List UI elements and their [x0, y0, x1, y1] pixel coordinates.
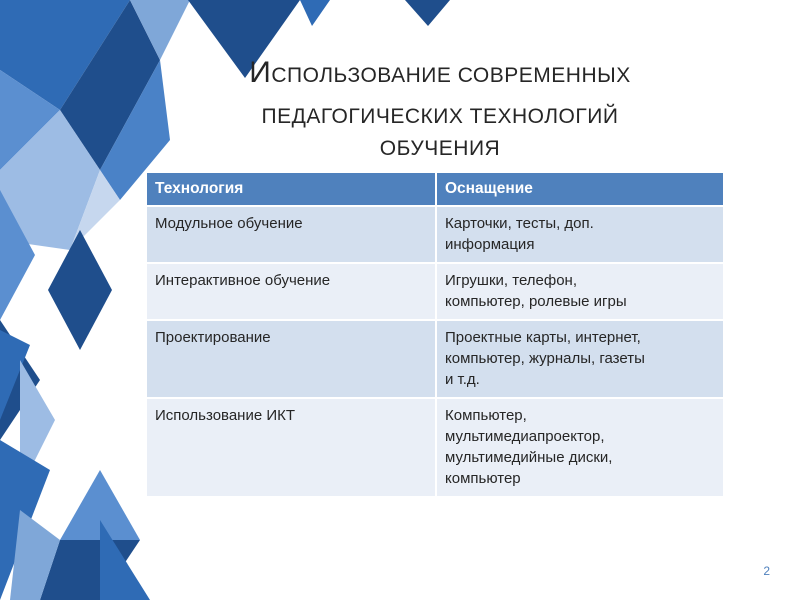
- table-row: [147, 320, 723, 398]
- equipment-line: информация: [445, 236, 535, 253]
- slide-title: [190, 58, 690, 159]
- decor-shape: [405, 0, 450, 26]
- equipment-cell: [436, 398, 723, 496]
- equipment-cell: [436, 206, 723, 263]
- equipment-line: Проектные карты, интернет,: [445, 329, 641, 346]
- equipment-line: мультимедиапроектор,: [445, 428, 605, 445]
- technology-cell: Использование ИКТ: [147, 398, 436, 496]
- equipment-line: компьютер, журналы, газеты: [445, 350, 645, 367]
- table-row: [147, 263, 723, 320]
- title-line-3: ОБУЧЕНИЯ: [379, 137, 501, 160]
- table-row: [147, 398, 723, 496]
- technology-cell: Модульное обучение: [147, 206, 436, 263]
- technology-cell: Интерактивное обучение: [147, 263, 436, 320]
- table-header-row: [147, 173, 723, 206]
- equipment-line: мультимедийные диски,: [445, 449, 613, 466]
- equipment-line: и т.д.: [445, 371, 480, 388]
- title-line-2: ПЕДАГОГИЧЕСКИХ ТЕХНОЛОГИЙ: [261, 105, 619, 128]
- equipment-line: компьютер: [445, 470, 521, 487]
- equipment-cell: [436, 320, 723, 398]
- header-equipment: Оснащение: [436, 173, 723, 206]
- title-line-1: [190, 58, 690, 88]
- header-technology: Технология: [147, 173, 436, 206]
- equipment-line: Карточки, тесты, доп.: [445, 215, 594, 232]
- equipment-line: компьютер, ролевые игры: [445, 293, 627, 310]
- title-initial: И: [249, 56, 272, 89]
- technology-cell: Проектирование: [147, 320, 436, 398]
- equipment-cell: [436, 263, 723, 320]
- title-line-1-text: СПОЛЬЗОВАНИЕ СОВРЕМЕННЫХ: [271, 64, 631, 87]
- page-number: 2: [763, 564, 770, 578]
- decor-shape: [300, 0, 330, 26]
- table-row: [147, 206, 723, 263]
- equipment-line: Компьютер,: [445, 407, 527, 424]
- equipment-line: Игрушки, телефон,: [445, 272, 578, 289]
- technology-table: [147, 173, 723, 496]
